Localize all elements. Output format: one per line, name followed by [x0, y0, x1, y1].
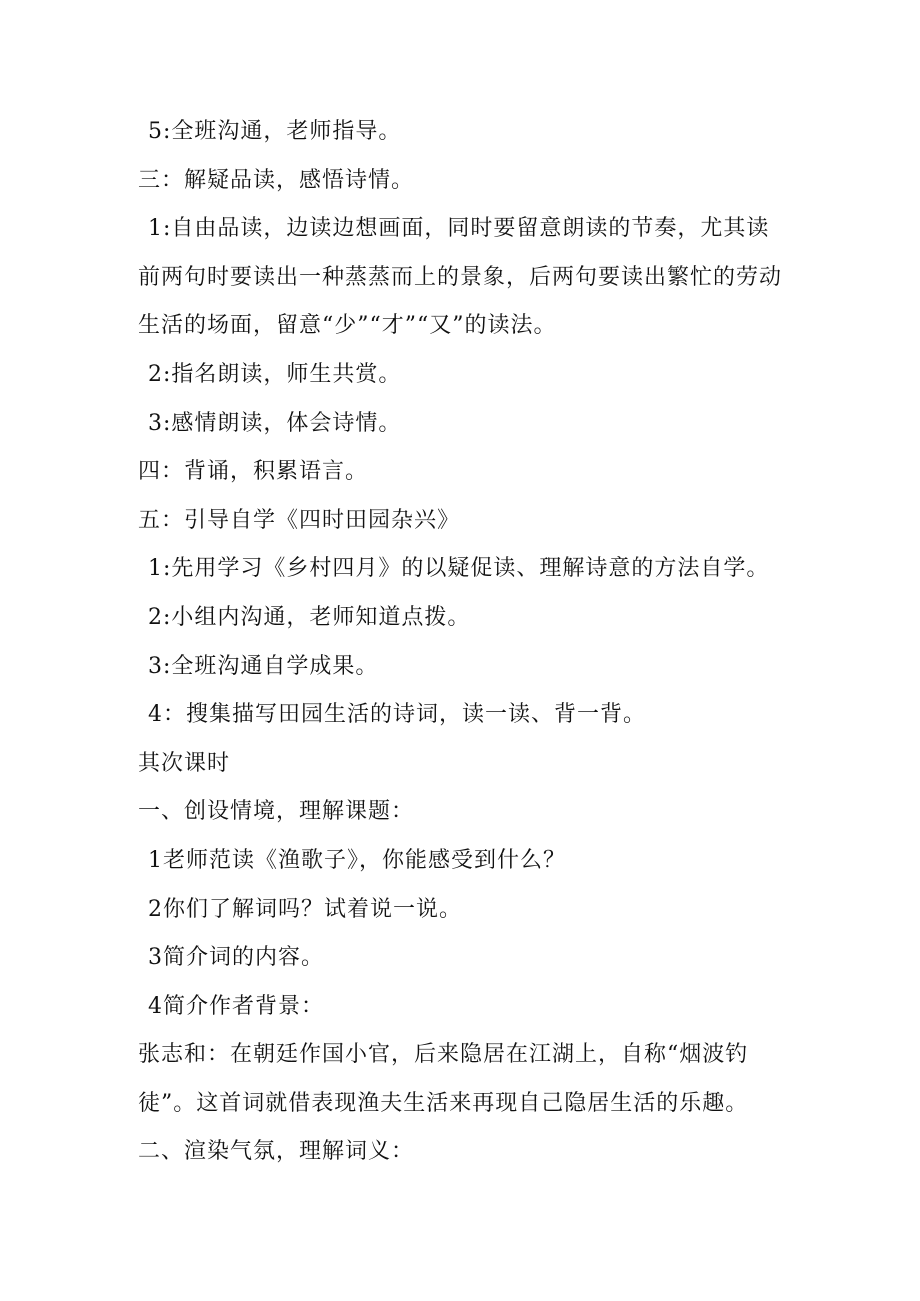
- text-line: 4：搜集描写田园生活的诗词，读一读、背一背。: [148, 702, 646, 728]
- text-line: 生活的场面，留意“少”“才”“又”的读法。: [138, 313, 557, 339]
- section-heading: 三：解疑品读，感悟诗情。: [138, 167, 415, 193]
- section-heading: 一、创设情境，理解课题：: [138, 799, 415, 825]
- text-line: 2:小组内沟通，老师知道点拨。: [148, 604, 471, 630]
- text-line: 1:先用学习《乡村四月》的以疑促读、理解诗意的方法自学。: [148, 556, 770, 582]
- text-line: 2:指名朗读，师生共赏。: [148, 361, 402, 387]
- text-line: 5:全班沟通，老师指导。: [148, 119, 402, 144]
- text-line: 3简介词的内容。: [148, 945, 324, 971]
- text-line: 2你们了解词吗？试着说一说。: [148, 896, 462, 922]
- lesson-heading: 其次课时: [138, 750, 231, 776]
- text-line: 1:自由品读，边读边想画面，同时要留意朗读的节奏，尤其读: [148, 216, 770, 242]
- section-heading: 五：引导自学《四时田园杂兴》: [138, 507, 461, 533]
- section-heading: 四：背诵，积累语言。: [138, 459, 369, 485]
- text-line: 4简介作者背景：: [148, 993, 324, 1019]
- section-heading: 二、渲染气氛，理解词义：: [138, 1139, 415, 1165]
- text-line: 1老师范读《渔歌子》，你能感受到什么？: [148, 847, 566, 873]
- text-line: 3:感情朗读，体会诗情。: [148, 410, 402, 436]
- text-line: 张志和：在朝廷作国小官，后来隐居在江湖上，自称“烟波钓: [138, 1042, 749, 1068]
- document-body: [138, 108, 788, 1177]
- text-line: 前两句时要读出一种蒸蒸而上的景象，后两句要读出繁忙的劳动: [138, 264, 783, 290]
- text-line: 3:全班沟通自学成果。: [148, 653, 379, 679]
- text-line: 徒”。这首词就借表现渔夫生活来再现自己隐居生活的乐趣。: [138, 1090, 749, 1116]
